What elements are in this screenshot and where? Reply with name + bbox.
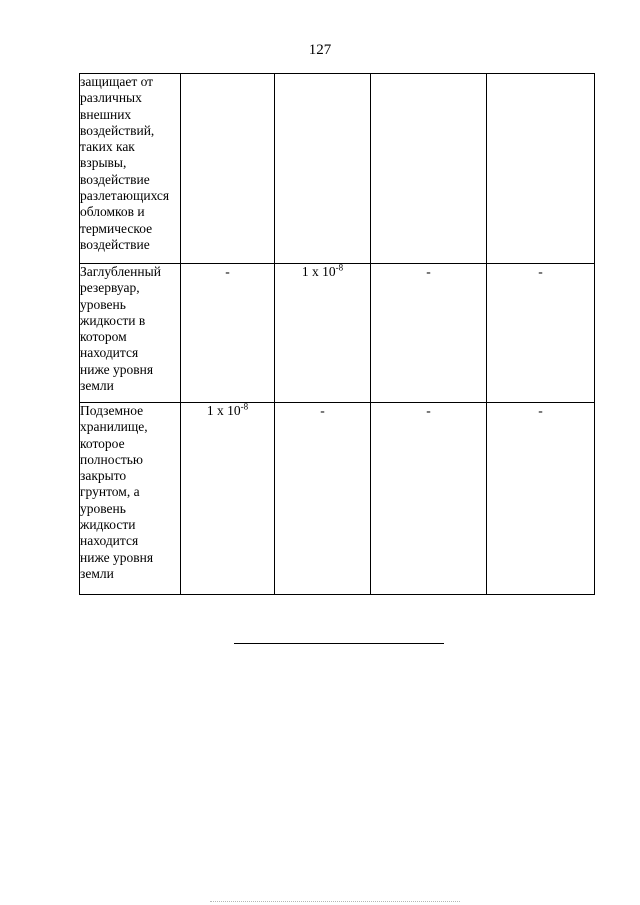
table-cell <box>181 403 275 595</box>
table-cell <box>275 74 371 264</box>
table-cell <box>487 264 595 403</box>
cell-value: - <box>538 403 543 418</box>
cell-value: - <box>320 403 325 418</box>
table-row <box>80 403 595 595</box>
cell-value: 1 x 10 <box>301 264 336 279</box>
scan-edge-mark <box>210 901 460 902</box>
footnote-separator <box>234 643 444 644</box>
table-cell <box>181 74 275 264</box>
table-cell <box>487 74 595 264</box>
table-cell <box>371 403 487 595</box>
cell-value: - <box>426 403 431 418</box>
cell-value: - <box>225 264 230 279</box>
table-cell <box>275 264 371 403</box>
cell-exponent: -8 <box>335 262 344 273</box>
cell-value: 1 x 10 <box>206 403 241 418</box>
table-cell <box>371 264 487 403</box>
table-row <box>80 264 595 403</box>
row-description: Заглубленный резервуар, уровень жидкости в котором находится ниже уровня земли <box>80 264 181 403</box>
data-table <box>79 73 595 595</box>
cell-value: - <box>538 264 543 279</box>
cell-value: - <box>426 264 431 279</box>
row-description: защищает от различных внешних воздействий, таких как взрывы, воздействие разлетающихся обломков и термическое воздействие <box>80 74 181 264</box>
row-description: Подземное хранилище, которое полностью закрыто грунтом, а уровень жидкости находится ниже уровня земли <box>80 403 181 595</box>
table-cell <box>487 403 595 595</box>
page-number: 127 <box>308 42 332 58</box>
cell-exponent: -8 <box>240 401 249 412</box>
table-cell <box>371 74 487 264</box>
table-cell <box>275 403 371 595</box>
table-cell <box>181 264 275 403</box>
table-row <box>80 74 595 264</box>
